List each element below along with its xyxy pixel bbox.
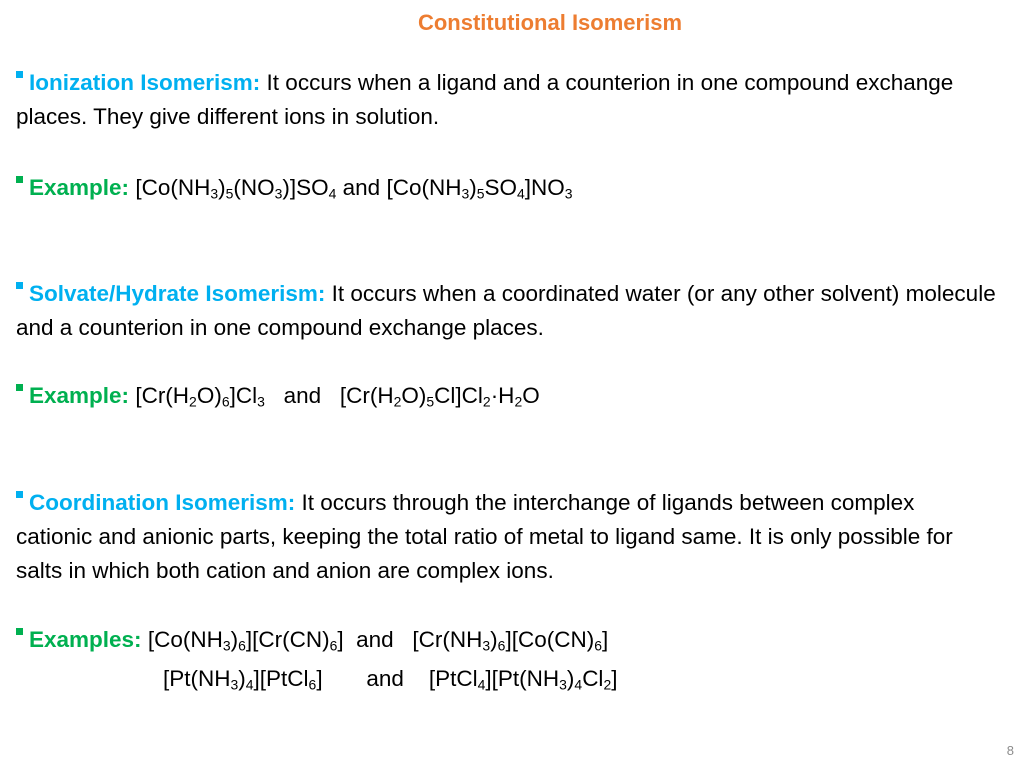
formula-subscript: 2 <box>603 676 612 693</box>
formula-text: ) <box>566 666 575 691</box>
bullet-icon <box>16 628 23 635</box>
formula-subscript: 6 <box>329 637 338 654</box>
formula-text: )]SO <box>282 175 329 200</box>
coordination-definition <box>16 486 996 588</box>
formula-text: O) <box>196 383 222 408</box>
formula-subscript: 6 <box>308 676 317 693</box>
solvate-formula <box>135 383 539 408</box>
ionization-example <box>16 171 996 205</box>
solvate-definition <box>16 277 996 345</box>
formula-subscript: 4 <box>245 676 254 693</box>
formula-subscript: 3 <box>210 185 219 202</box>
formula-text: and [Cr(H <box>264 383 394 408</box>
formula-subscript: 3 <box>222 637 231 654</box>
coordination-formula-2 <box>163 666 617 691</box>
formula-text: ) <box>230 627 239 652</box>
page-number: 8 <box>1006 743 1014 758</box>
coordination-formula-1 <box>148 627 608 652</box>
formula-subscript: 3 <box>230 676 239 693</box>
formula-text: ] <box>601 627 609 652</box>
formula-subscript: 5 <box>426 393 435 410</box>
formula-subscript: 4 <box>477 676 486 693</box>
ionization-heading: Ionization Isomerism: <box>29 70 261 95</box>
formula-subscript: 6 <box>497 637 506 654</box>
formula-subscript: 3 <box>461 185 470 202</box>
ionization-example-label: Example: <box>29 175 130 200</box>
bullet-icon <box>16 71 23 78</box>
solvate-text: It occurs when a coordinated water (or any other solvent) molecule and a counterion in one compound exchange places. <box>16 281 996 340</box>
formula-subscript: 3 <box>564 185 573 202</box>
formula-text: SO <box>484 175 517 200</box>
formula-subscript: 6 <box>221 393 230 410</box>
formula-text: Cl]Cl <box>434 383 483 408</box>
formula-subscript: 4 <box>328 185 337 202</box>
formula-text: ][Co(CN) <box>505 627 595 652</box>
formula-text: and [Co(NH <box>336 175 462 200</box>
coordination-example <box>16 623 996 657</box>
formula-subscript: 2 <box>393 393 402 410</box>
formula-subscript: 6 <box>594 637 602 654</box>
formula-text: ]Cl <box>229 383 258 408</box>
coordination-example-label: Examples: <box>29 627 142 652</box>
formula-text: [Co(NH <box>147 627 223 652</box>
coordination-example-2 <box>163 662 1024 696</box>
formula-subscript: 3 <box>257 393 265 410</box>
formula-subscript: 3 <box>559 676 567 693</box>
formula-subscript: 4 <box>574 676 583 693</box>
formula-text: ] and [PtCl <box>316 666 478 691</box>
formula-text: ) <box>469 175 477 200</box>
formula-text: ][Cr(CN) <box>245 627 330 652</box>
formula-subscript: 2 <box>482 393 491 410</box>
formula-text: ] and [Cr(NH <box>337 627 483 652</box>
formula-subscript: 3 <box>482 637 491 654</box>
formula-text: ] <box>611 666 618 691</box>
formula-subscript: 2 <box>514 393 523 410</box>
formula-text: O <box>522 383 540 408</box>
bullet-icon <box>16 282 23 289</box>
formula-text: ) <box>238 666 246 691</box>
bullet-icon <box>16 384 23 391</box>
formula-subscript: 6 <box>238 637 246 654</box>
solvate-heading: Solvate/Hydrate Isomerism: <box>29 281 326 306</box>
slide-title: Constitutional Isomerism <box>417 10 683 35</box>
formula-text: ][PtCl <box>253 666 309 691</box>
formula-subscript: 2 <box>189 393 197 410</box>
formula-text: ]NO <box>524 175 565 200</box>
formula-text: [Pt(NH <box>163 666 231 691</box>
formula-subscript: 5 <box>225 185 234 202</box>
formula-text: [Co(NH <box>135 175 211 200</box>
formula-subscript: 5 <box>476 185 485 202</box>
coordination-text: It occurs through the interchange of ligands between complex cationic and anionic parts, keeping the total ratio of metal to ligand same. It is only possible for salts in which both cation and anion are complex ions. <box>16 490 953 583</box>
formula-text: ][Pt(NH <box>485 666 560 691</box>
solvate-example-label: Example: <box>29 383 130 408</box>
bullet-icon <box>16 491 23 498</box>
formula-text: (NO <box>233 175 275 200</box>
formula-text: ·H <box>490 383 515 408</box>
ionization-formula <box>135 175 572 200</box>
formula-text: ) <box>218 175 226 200</box>
ionization-definition <box>16 66 996 134</box>
bullet-icon <box>16 176 23 183</box>
formula-text: O) <box>401 383 427 408</box>
formula-text: [Cr(H <box>135 383 190 408</box>
solvate-example <box>16 379 996 413</box>
ionization-text: It occurs when a ligand and a counterion in one compound exchange places. They give different ions in solution. <box>16 70 954 129</box>
formula-text: ) <box>490 627 498 652</box>
formula-subscript: 4 <box>517 185 525 202</box>
formula-subscript: 3 <box>274 185 283 202</box>
formula-text: Cl <box>582 666 604 691</box>
coordination-heading: Coordination Isomerism: <box>29 490 296 515</box>
